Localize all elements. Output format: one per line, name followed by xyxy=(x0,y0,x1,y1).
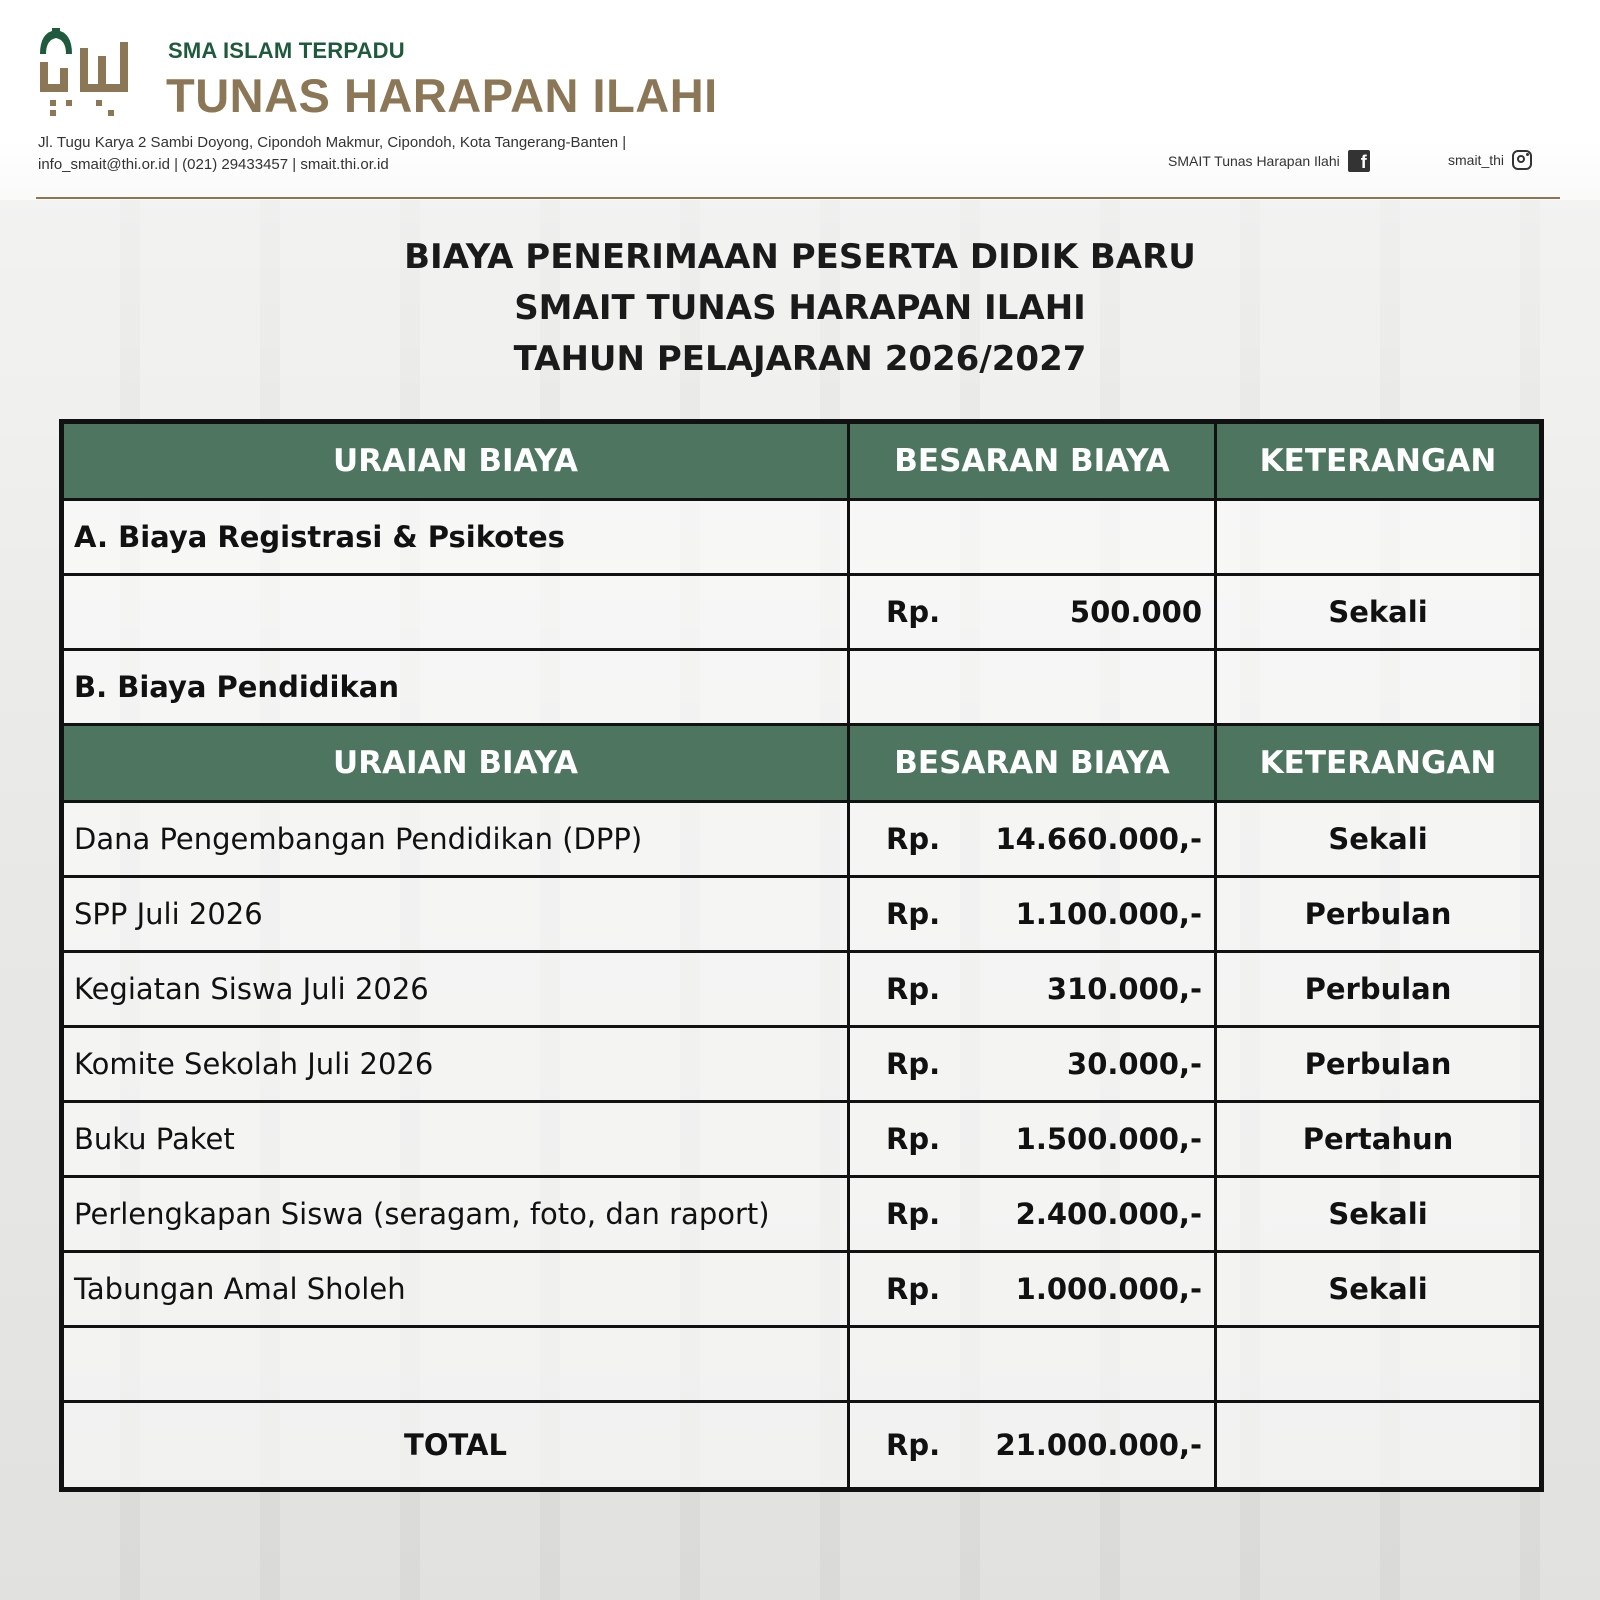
row-amount-cell xyxy=(849,1102,1216,1177)
row-amount-cell xyxy=(849,802,1216,877)
empty-cell xyxy=(849,500,1216,575)
empty-cell xyxy=(1216,1402,1542,1490)
table-row xyxy=(62,802,1542,877)
currency: Rp. xyxy=(886,1047,941,1081)
empty-row xyxy=(62,1327,1542,1402)
column-header-amount: BESARAN BIAYA xyxy=(849,725,1216,802)
table-row xyxy=(62,1252,1542,1327)
section-row-b xyxy=(62,650,1542,725)
currency: Rp. xyxy=(886,1428,941,1462)
total-amount-cell xyxy=(849,1402,1216,1490)
school-address xyxy=(38,132,758,176)
title-line-1: BIAYA PENERIMAAN PESERTA DIDIK BARU xyxy=(404,237,1196,277)
section-row-a xyxy=(62,500,1542,575)
facebook-link[interactable] xyxy=(1168,150,1370,172)
school-type: SMA ISLAM TERPADU xyxy=(168,38,405,63)
school-name: TUNAS HARAPAN ILAHI xyxy=(166,69,718,122)
row-note: Sekali xyxy=(1216,1252,1542,1327)
section-label: A. Biaya Registrasi & Psikotes xyxy=(62,500,849,575)
empty-cell xyxy=(1216,1327,1542,1402)
row-note: Sekali xyxy=(1216,802,1542,877)
total-amount: 21.000.000,- xyxy=(995,1428,1202,1462)
table-row xyxy=(62,1177,1542,1252)
total-label: TOTAL xyxy=(62,1402,849,1490)
row-amount-cell xyxy=(849,952,1216,1027)
row-item: Tabungan Amal Sholeh xyxy=(62,1252,849,1327)
currency: Rp. xyxy=(886,1272,941,1306)
row-item: Perlengkapan Siswa (seragam, foto, dan raport) xyxy=(62,1177,849,1252)
header-divider xyxy=(36,197,1560,199)
empty-cell xyxy=(849,650,1216,725)
table-row xyxy=(62,877,1542,952)
amount: 500.000 xyxy=(1069,595,1202,629)
row-amount-cell xyxy=(849,1252,1216,1327)
instagram-link[interactable] xyxy=(1448,150,1532,170)
column-header-amount: BESARAN BIAYA xyxy=(849,422,1216,500)
row-amount-cell xyxy=(849,1177,1216,1252)
row-note: Perbulan xyxy=(1216,877,1542,952)
currency: Rp. xyxy=(886,822,941,856)
amount: 310.000,- xyxy=(1046,972,1202,1006)
row-note: Perbulan xyxy=(1216,1027,1542,1102)
table-row xyxy=(62,952,1542,1027)
row-item: Komite Sekolah Juli 2026 xyxy=(62,1027,849,1102)
row-item: Dana Pengembangan Pendidikan (DPP) xyxy=(62,802,849,877)
column-header-description: URAIAN BIAYA xyxy=(62,725,849,802)
empty-cell xyxy=(1216,500,1542,575)
amount: 1.000.000,- xyxy=(1015,1272,1202,1306)
row-note: Sekali xyxy=(1216,1177,1542,1252)
address-line: Jl. Tugu Karya 2 Sambi Doyong, Cipondoh Makmur, Cipondoh, Kota Tangerang-Banten | xyxy=(38,134,627,151)
row-amount-cell xyxy=(849,877,1216,952)
currency: Rp. xyxy=(886,595,941,629)
row-amount-cell xyxy=(849,575,1216,650)
table-row xyxy=(62,1102,1542,1177)
row-note: Pertahun xyxy=(1216,1102,1542,1177)
title-line-3: TAHUN PELAJARAN 2026/2027 xyxy=(513,339,1087,379)
contact-line: info_smait@thi.or.id | (021) 29433457 | smait.thi.or.id xyxy=(38,156,389,173)
empty-cell xyxy=(849,1327,1216,1402)
fee-table xyxy=(59,419,1544,1492)
row-note: Sekali xyxy=(1216,575,1542,650)
page-title xyxy=(0,232,1600,385)
row-item: Kegiatan Siswa Juli 2026 xyxy=(62,952,849,1027)
empty-cell xyxy=(1216,650,1542,725)
section-label: B. Biaya Pendidikan xyxy=(62,650,849,725)
empty-cell xyxy=(62,1327,849,1402)
amount: 2.400.000,- xyxy=(1015,1197,1202,1231)
amount: 30.000,- xyxy=(1067,1047,1202,1081)
table-header-row xyxy=(62,422,1542,500)
instagram-icon xyxy=(1512,150,1532,170)
facebook-icon: f xyxy=(1348,150,1370,172)
table-row xyxy=(62,575,1542,650)
column-header-note: KETERANGAN xyxy=(1216,725,1542,802)
table-row xyxy=(62,1027,1542,1102)
row-item: SPP Juli 2026 xyxy=(62,877,849,952)
facebook-handle: SMAIT Tunas Harapan Ilahi xyxy=(1168,153,1340,169)
currency: Rp. xyxy=(886,1122,941,1156)
amount: 14.660.000,- xyxy=(995,822,1202,856)
row-item: Buku Paket xyxy=(62,1102,849,1177)
row-item xyxy=(62,575,849,650)
currency: Rp. xyxy=(886,897,941,931)
amount: 1.500.000,- xyxy=(1015,1122,1202,1156)
currency: Rp. xyxy=(886,1197,941,1231)
table-header-row xyxy=(62,725,1542,802)
title-line-2: SMAIT TUNAS HARAPAN ILAHI xyxy=(514,288,1086,328)
column-header-description: URAIAN BIAYA xyxy=(62,422,849,500)
school-logo-icon xyxy=(36,28,142,116)
row-note: Perbulan xyxy=(1216,952,1542,1027)
column-header-note: KETERANGAN xyxy=(1216,422,1542,500)
total-row xyxy=(62,1402,1542,1490)
currency: Rp. xyxy=(886,972,941,1006)
row-amount-cell xyxy=(849,1027,1216,1102)
instagram-handle: smait_thi xyxy=(1448,152,1505,168)
amount: 1.100.000,- xyxy=(1015,897,1202,931)
